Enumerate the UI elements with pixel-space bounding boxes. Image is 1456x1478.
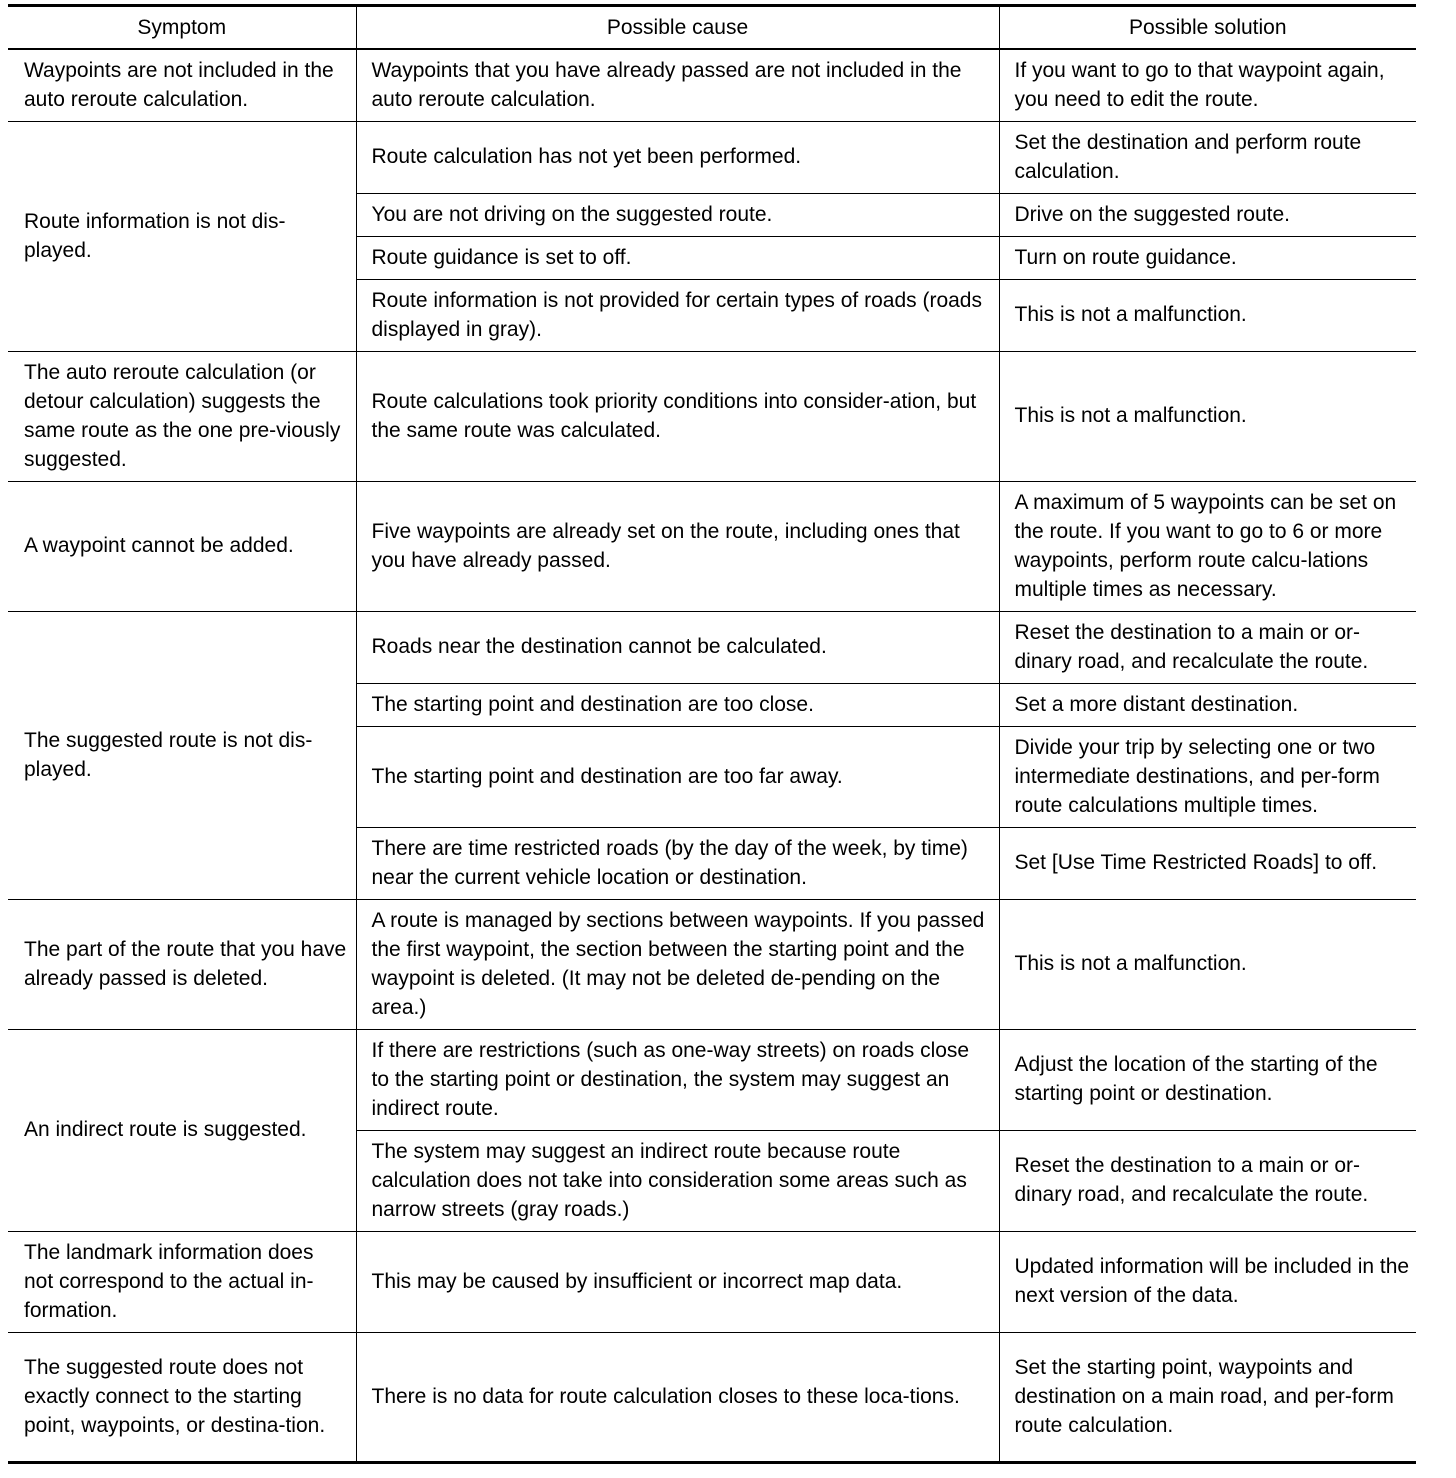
table-row xyxy=(8,1231,1416,1332)
symptom-cell: The suggested route is not dis-played. xyxy=(8,611,356,899)
cause-cell: There is no data for route calculation closes to these loca-tions. xyxy=(356,1332,999,1462)
symptom-cell: A waypoint cannot be added. xyxy=(8,481,356,611)
symptom-cell: The part of the route that you have already passed is deleted. xyxy=(8,899,356,1029)
cause-cell: Five waypoints are already set on the route, including ones that you have already passed. xyxy=(356,481,999,611)
solution-cell: Set [Use Time Restricted Roads] to off. xyxy=(999,827,1416,899)
table-row xyxy=(8,49,1416,121)
header-possible-cause: Possible cause xyxy=(356,6,999,50)
symptom-cell: An indirect route is suggested. xyxy=(8,1029,356,1231)
symptom-cell: Route information is not dis-played. xyxy=(8,121,356,351)
solution-cell: Turn on route guidance. xyxy=(999,236,1416,279)
solution-cell: Set a more distant destination. xyxy=(999,683,1416,726)
solution-cell: This is not a malfunction. xyxy=(999,279,1416,351)
solution-cell: Reset the destination to a main or or-dinary road, and recalculate the route. xyxy=(999,611,1416,683)
table-header-row xyxy=(8,6,1416,50)
troubleshooting-table xyxy=(8,4,1416,1464)
cause-cell: The starting point and destination are too far away. xyxy=(356,726,999,827)
table-row xyxy=(8,121,1416,193)
solution-cell: If you want to go to that waypoint again, you need to edit the route. xyxy=(999,49,1416,121)
cause-cell: If there are restrictions (such as one-way streets) on roads close to the starting point or destination, the system may suggest an indirect route. xyxy=(356,1029,999,1130)
solution-cell: A maximum of 5 waypoints can be set on the route. If you want to go to 6 or more waypoints, perform route calcu-lations multiple times as necessary. xyxy=(999,481,1416,611)
table-row xyxy=(8,899,1416,1029)
cause-cell: A route is managed by sections between waypoints. If you passed the first waypoint, the section between the starting point and the waypoint is deleted. (It may not be deleted de-pending on the area.) xyxy=(356,899,999,1029)
table-row xyxy=(8,1029,1416,1130)
cause-cell: Route calculation has not yet been performed. xyxy=(356,121,999,193)
cause-cell: The system may suggest an indirect route because route calculation does not take into consideration some areas such as narrow streets (gray roads.) xyxy=(356,1130,999,1231)
cause-cell: Roads near the destination cannot be calculated. xyxy=(356,611,999,683)
cause-cell: The starting point and destination are too close. xyxy=(356,683,999,726)
solution-cell: Updated information will be included in the next version of the data. xyxy=(999,1231,1416,1332)
solution-cell: Set the starting point, waypoints and destination on a main road, and per-form route calculation. xyxy=(999,1332,1416,1462)
cause-cell: There are time restricted roads (by the day of the week, by time) near the current vehicle location or destination. xyxy=(356,827,999,899)
solution-cell: Drive on the suggested route. xyxy=(999,193,1416,236)
header-possible-solution: Possible solution xyxy=(999,6,1416,50)
symptom-cell: The suggested route does not exactly connect to the starting point, waypoints, or destina-tion. xyxy=(8,1332,356,1462)
cause-cell: Waypoints that you have already passed are not included in the auto reroute calculation. xyxy=(356,49,999,121)
header-symptom: Symptom xyxy=(8,6,356,50)
troubleshooting-page xyxy=(8,4,1416,1464)
solution-cell: This is not a malfunction. xyxy=(999,351,1416,481)
solution-cell: Divide your trip by selecting one or two intermediate destinations, and per-form route calculations multiple times. xyxy=(999,726,1416,827)
cause-cell: Route information is not provided for certain types of roads (roads displayed in gray). xyxy=(356,279,999,351)
cause-cell: You are not driving on the suggested route. xyxy=(356,193,999,236)
table-row xyxy=(8,481,1416,611)
symptom-cell: The auto reroute calculation (or detour calculation) suggests the same route as the one pre-viously suggested. xyxy=(8,351,356,481)
cause-cell: Route calculations took priority conditions into consider-ation, but the same route was calculated. xyxy=(356,351,999,481)
solution-cell: Reset the destination to a main or or-dinary road, and recalculate the route. xyxy=(999,1130,1416,1231)
symptom-cell: Waypoints are not included in the auto reroute calculation. xyxy=(8,49,356,121)
cause-cell: This may be caused by insufficient or incorrect map data. xyxy=(356,1231,999,1332)
table-row xyxy=(8,1332,1416,1462)
table-row xyxy=(8,351,1416,481)
solution-cell: Set the destination and perform route calculation. xyxy=(999,121,1416,193)
solution-cell: This is not a malfunction. xyxy=(999,899,1416,1029)
table-row xyxy=(8,611,1416,683)
cause-cell: Route guidance is set to off. xyxy=(356,236,999,279)
solution-cell: Adjust the location of the starting of the starting point or destination. xyxy=(999,1029,1416,1130)
symptom-cell: The landmark information does not correspond to the actual in-formation. xyxy=(8,1231,356,1332)
